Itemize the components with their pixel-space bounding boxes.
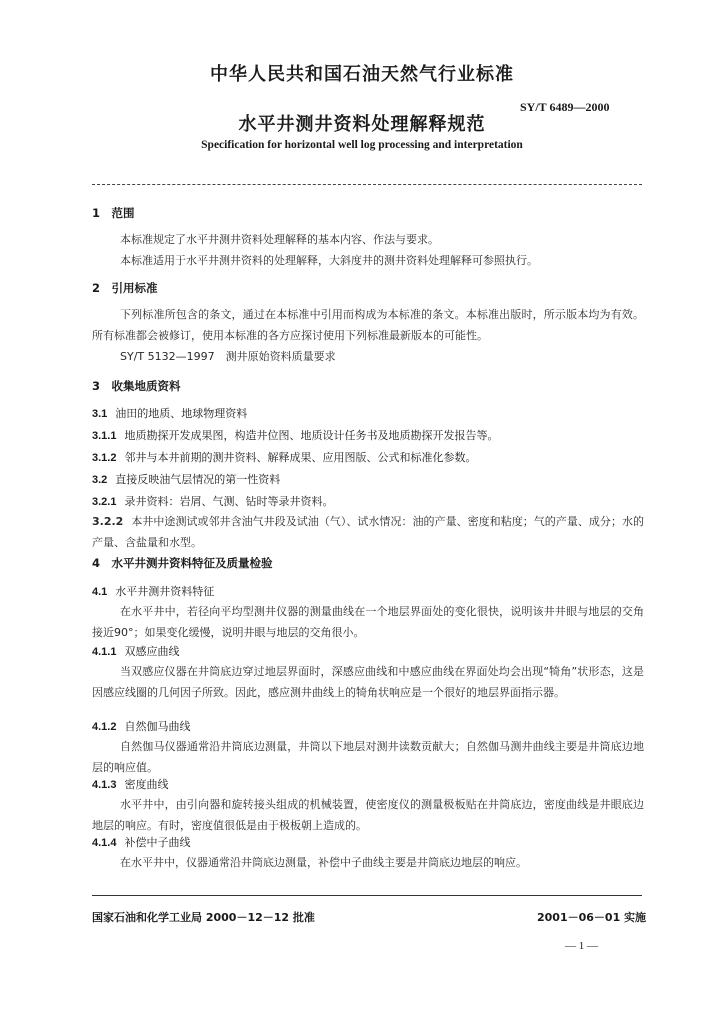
clause-3-1-2 [92, 449, 476, 465]
clause-text: 地质勘探开发成果图，构造井位图、地质设计任务书及地质勘探开发报告等。 [124, 429, 499, 442]
clause-4-1 [92, 583, 214, 599]
clause-number: 3.2 [92, 474, 108, 486]
clause-number: 4.1 [92, 586, 108, 598]
document-title-english: Specification for horizontal well log processing and interpretation [201, 139, 523, 151]
clause-4-1-1-para: 当双感应仪器在井筒底边穿过地层界面时，深感应曲线和中感应曲线在界面处均会出现“犄角”状形态，这是因感应线圈的几何因子所致。因此，感应测井曲线上的犄角状响应是一个很好的地层界面指示器。 [92, 665, 644, 699]
section-2-heading: 2 引用标准 [92, 281, 158, 295]
clause-4-1-1 [92, 643, 179, 659]
clause-text: 直接反映油气层情况的第一性资料 [115, 473, 281, 486]
section-1-heading: 1 范围 [92, 206, 135, 220]
clause-4-1-3-para: 水平井中，由引向器和旋转接头组成的机械装置，使密度仪的测量极板贴在井筒底边，密度曲线是井眼底边地层的响应。有时，密度值很低是由于极板朝上造成的。 [92, 798, 644, 832]
clause-4-1-2-para: 自然伽马仪器通常沿井筒底边测量，井筒以下地层对测井读数贡献大；自然伽马测井曲线主要是井筒底边地层的响应值。 [92, 740, 644, 774]
clause-4-1-3 [92, 776, 168, 792]
clause-number: 3.2.2 [92, 515, 124, 528]
approval-date: 国家石油和化学工业局 2000－12－12 批准 [92, 911, 315, 924]
clause-4-1-4-para: 在水平井中，仪器通常沿井筒底边测量，补偿中子曲线主要是井筒底边地层的响应。 [120, 856, 527, 869]
clause-text: 邻井与本井前期的测井资料、解释成果、应用图版、公式和标准化参数。 [124, 451, 477, 464]
clause-3-1-1 [92, 427, 498, 443]
section-2-reference: SY/T 5132—1997 测井原始资料质量要求 [120, 350, 336, 363]
effective-date: 2001－06－01 实施 [537, 911, 647, 924]
clause-number: 3.2.1 [92, 496, 117, 508]
clause-number: 4.1.3 [92, 779, 117, 791]
clause-number: 4.1.1 [92, 646, 117, 658]
section-1-para-2: 本标准适用于水平井测井资料的处理解释，大斜度井的测井资料处理解释可参照执行。 [120, 254, 538, 267]
clause-text: 密度曲线 [124, 778, 169, 791]
section-3-heading: 3 收集地质资料 [92, 379, 181, 393]
clause-text: 本井中途测试或邻井含油气井段及试油（气）、试水情况：油的产量、密度和粘度；气的产量、成分；水的产量、含盐量和水型。 [92, 515, 644, 549]
footer-divider [92, 895, 642, 896]
clause-number: 4.1.4 [92, 837, 117, 849]
clause-number: 4.1.2 [92, 721, 117, 733]
clause-text: 补偿中子曲线 [124, 836, 191, 849]
clause-3-1 [92, 405, 247, 421]
clause-text: 油田的地质、地球物理资料 [115, 407, 248, 420]
page-number: — 1 — [565, 940, 598, 952]
clause-3-2-2 [92, 511, 644, 553]
section-1-para-1: 本标准规定了水平井测井资料处理解释的基本内容、作法与要求。 [120, 233, 439, 246]
section-2-para-1: 下列标准所包含的条文，通过在本标准中引用而构成为本标准的条文。本标准出版时，所示版本均为有效。所有标准都会被修订，使用本标准的各方应探讨使用下列标准最新版本的可能性。 [92, 308, 644, 342]
clause-number: 3.1 [92, 408, 108, 420]
clause-text: 双感应曲线 [124, 645, 180, 658]
document-title: 水平井测井资料处理解释规范 [238, 114, 486, 135]
org-title: 中华人民共和国石油天然气行业标准 [210, 64, 514, 85]
clause-text: 录井资料：岩屑、气测、钻时等录井资料。 [124, 495, 334, 508]
clause-4-1-2 [92, 718, 190, 734]
header-divider [92, 184, 642, 185]
clause-number: 3.1.1 [92, 430, 117, 442]
clause-text: 水平井测井资料特征 [115, 585, 215, 598]
section-4-heading: 4 水平井测井资料特征及质量检验 [92, 556, 273, 570]
clause-4-1-4 [92, 834, 190, 850]
clause-number: 3.1.2 [92, 452, 117, 464]
clause-3-2-1 [92, 493, 333, 509]
clause-4-1-para: 在水平井中，若径向平均型测井仪器的测量曲线在一个地层界面处的变化很快，说明该井井眼与地层的交角接近90°；如果变化缓慢，说明井眼与地层的交角很小。 [92, 605, 644, 639]
clause-3-2 [92, 471, 280, 487]
standard-code: SY/T 6489—2000 [520, 100, 610, 114]
clause-text: 自然伽马曲线 [124, 720, 191, 733]
